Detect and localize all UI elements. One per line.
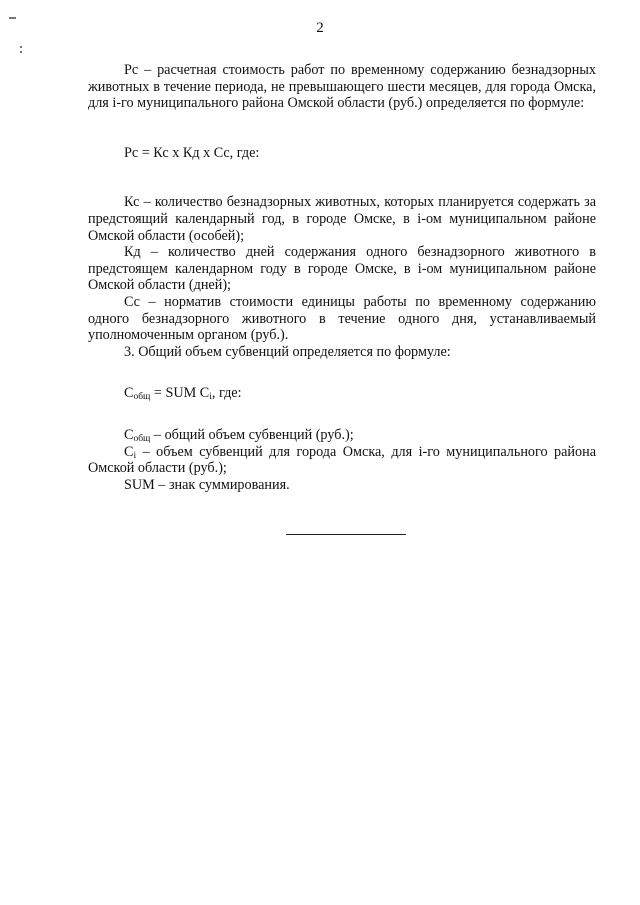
kd-definition: Кд – количество дней содержания одного безнадзорного животного в предстоящем календарном году в городе Омске, в i-ом муниципальном районе Омской области (дней); — [88, 244, 596, 294]
c-total-definition — [88, 427, 596, 444]
c-total-subscript: общ — [133, 433, 151, 444]
item-3-text: 3. Общий объем субвенций определяется по формуле: — [124, 343, 451, 360]
sum-definition: SUM – знак суммирования. — [124, 476, 290, 493]
c-total-text: – общий объем субвенций (руб.); — [150, 426, 354, 443]
sum-formula-c: С — [124, 385, 134, 402]
sum-formula-subscript-i: i — [209, 392, 212, 403]
separator-line — [286, 534, 406, 535]
kc-definition: Кс – количество безнадзорных животных, которых планируется содержать за предстоящий календарный год, в городе Омске, в i-ом муниципальном районе Омской области (особей); — [88, 194, 596, 244]
cc-definition: Сс – норматив стоимости единицы работы по временному содержанию одного безнадзорного животного в течение одного дня, устанавливаемый уполномоченным органом (руб.). — [88, 293, 596, 344]
scan-speck — [20, 46, 22, 48]
sum-formula-subscript-total: общ — [133, 392, 151, 403]
ci-symbol: С — [124, 443, 134, 460]
sum-formula — [88, 385, 596, 402]
scan-speck — [9, 17, 16, 19]
ci-subscript: i — [133, 450, 137, 461]
scan-speck — [20, 51, 22, 53]
sum-formula-middle: = SUM С — [150, 385, 210, 402]
sum-formula-end: , где: — [211, 385, 242, 402]
ci-definition — [88, 444, 596, 477]
rc-formula: Рс = Кс х Кд х Сс, где: — [124, 144, 260, 161]
ci-text: – объем субвенций для города Омска, для i-го муниципального района Омской области (руб.); — [88, 443, 596, 477]
rc-definition: Рс – расчетная стоимость работ по временному содержанию безнадзорных животных в течение периода, не превышающего шести месяцев, для города Омска, для i-го муниципального района Омской области (руб.) определяется по формуле: — [88, 62, 596, 112]
page-number: 2 — [316, 20, 324, 36]
document-body — [88, 62, 596, 493]
c-total-symbol: С — [124, 426, 134, 443]
